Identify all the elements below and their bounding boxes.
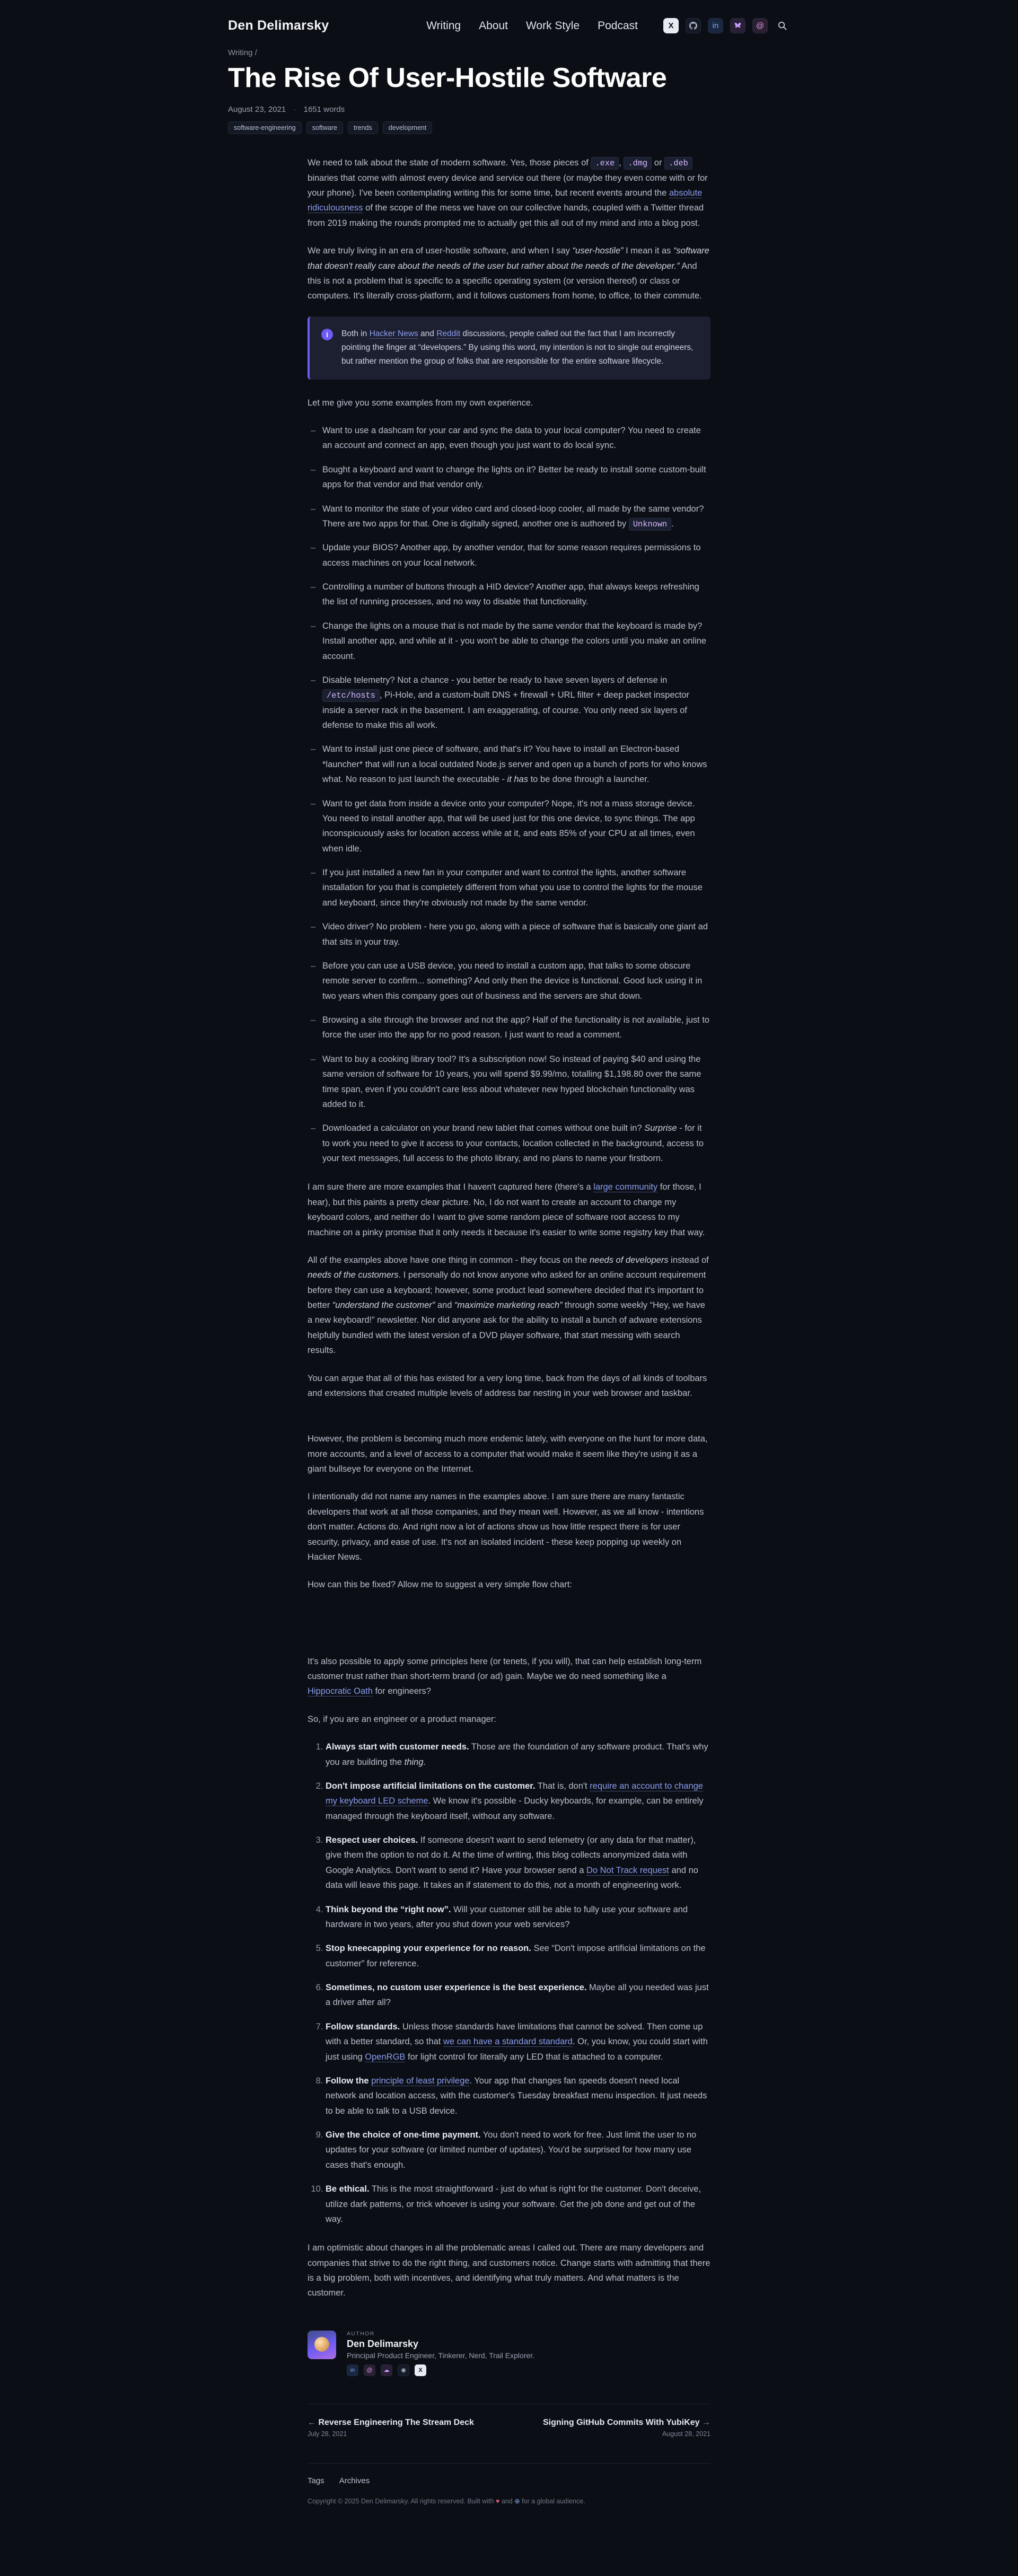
text-fragment: for a global audience. [520, 2497, 585, 2505]
inline-link-large-community[interactable]: large community [593, 1182, 658, 1192]
tag-item[interactable]: software-engineering [228, 121, 302, 134]
list-item-title: Think beyond the “right now”. [326, 1904, 451, 1914]
article [0, 48, 1018, 2438]
inline-link-reddit[interactable]: Reddit [436, 329, 461, 338]
callout-text [341, 327, 699, 369]
list-item [308, 1052, 710, 1112]
list-item-text: Downloaded a calculator on your brand new tablet that comes without one built in? [322, 1123, 645, 1133]
inline-link-hacker-news[interactable]: Hacker News [369, 329, 418, 338]
author-bio: Principal Product Engineer, Tinkerer, Nerd, Trail Explorer. [347, 2351, 535, 2360]
text-fragment: And this is not a problem that is specific to a specific operating system (or version thereof) or class or computers. It's literally cross-platform, and it follows customers from home, to office, to their commute. [308, 261, 702, 301]
tag-item[interactable]: trends [348, 121, 378, 134]
paragraph-community [308, 1180, 710, 1240]
author-details [347, 2331, 534, 2376]
emphasis: “software that doesn't really care about the needs of the user but rather about the needs of the developer.” [308, 246, 709, 271]
emphasis: “user-hostile” [572, 246, 624, 256]
principles-list [308, 1739, 710, 2227]
list-item-text: Before you can use a USB device, you need to install a custom app, that talks to some obscure remote server to confirm... something? And only then the device is functional. Good luck using it in two years when this company goes out of business and the servers are shut down. [322, 961, 703, 1001]
list-item [326, 1833, 710, 1893]
list-item-text: to be done through a launcher. [528, 775, 650, 785]
list-item-text: Maybe all you needed was just a driver after all? [326, 1983, 709, 2008]
list-item-text: and no data will leave this page. It takes an if statement to do this, not a month of engineering work. [326, 1865, 698, 1891]
section-spacer [308, 1413, 710, 1431]
list-item-text: Will your customer still be able to fully use your software and hardware in two years, after you shut down your web services? [326, 1904, 688, 1929]
paragraph-needs [308, 1253, 710, 1358]
list-item [308, 502, 710, 532]
meta-separator: · [293, 105, 296, 115]
list-item [308, 579, 710, 610]
text-fragment: for those, I hear), but this paints a pretty clear picture. No, I do not want to create an account to change my keyboard colors, and neither do I want to give some random piece of software root access to my machine on a pinky promise that it only needs it because it's easier to write some registry key that way. [308, 1182, 705, 1237]
list-item-title: Respect user choices. [326, 1835, 418, 1845]
text-fragment: of the scope of the mess we have on our collective hands, coupled with a Twitter thread from 2019 making the rounds prompted me to actually get this all out of my mind and into a blog post. [308, 203, 704, 228]
text-fragment: I am sure there are more examples that I haven't captured here (there's a [308, 1182, 594, 1192]
search-icon[interactable] [775, 18, 790, 33]
list-item-text: . [423, 1757, 426, 1767]
author-card [308, 2331, 710, 2376]
avatar [308, 2331, 336, 2359]
inline-code: /etc/hosts [322, 689, 380, 702]
list-item-text: That is, don't [535, 1781, 590, 1791]
author-social-links [347, 2364, 534, 2376]
text-fragment: instead of [668, 1255, 709, 1265]
list-item-text: Unless those standards have limitations that cannot be solved. Then come up with a better standard, so that [326, 2021, 703, 2047]
list-item-title: Don't impose artificial limitations on the customer. [326, 1781, 536, 1791]
footer-link-tags[interactable]: Tags [308, 2476, 324, 2485]
list-item-text: Want to buy a cooking library tool? It's a subscription now! So instead of paying $40 and using the same version of software for 10 years, you will spend $9.99/mo, totalling $1,198.80 over the same time span, even if you couldn't care less about whatever new hyped blockchain functionality was added to it. [322, 1054, 701, 1109]
list-item-title: Stop kneecapping your experience for no reason. [326, 1944, 531, 1954]
heart-icon: ♥ [495, 2497, 500, 2505]
text-fragment: binaries that come with almost every device and service out there (or maybe they even come with or for your phone). I've been contemplating writing this for some time, but recent events around the [308, 173, 708, 198]
list-item-title: Always start with customer needs. [326, 1742, 469, 1752]
github-icon[interactable] [686, 18, 701, 33]
list-item [308, 1013, 710, 1043]
flow-chart-figure [308, 1605, 710, 1654]
inline-link-keyboard-led[interactable]: require an account to change my keyboard LED scheme [326, 1781, 703, 1806]
text-fragment: Copyright © 2025 Den Delimarsky. All rights reserved. Built with [308, 2497, 496, 2505]
list-item-text: Controlling a number of buttons through a HID device? Another app, that always keeps refreshing the list of running processes, and no way to disable that functionality. [322, 582, 699, 607]
globe-icon: ⊕ [514, 2497, 520, 2505]
header-social-links [663, 18, 790, 33]
list-item-text: Those are the foundation of any software product. That's why you are building the [326, 1742, 708, 1767]
list-item [326, 2073, 710, 2118]
info-callout [308, 316, 710, 380]
footer-link-archives[interactable]: Archives [339, 2476, 370, 2485]
list-item-text: . Your app that changes fan speeds doesn't need local network and location access, with the customer's Tuesday breakfast menu inspection. It just needs to be able to talk to a USB device. [326, 2076, 707, 2116]
list-item-text: Want to use a dashcam for your car and sync the data to your local computer? You need to create an account and connect an app, even though you just want to do local sync. [322, 426, 701, 451]
list-item [308, 865, 710, 910]
rss-icon[interactable]: ◉ [398, 2364, 409, 2376]
text-fragment: Both in [341, 329, 370, 338]
site-brand[interactable]: Den Delimarsky [228, 18, 329, 33]
mastodon-icon[interactable]: @ [752, 18, 768, 33]
text-fragment: and [435, 1300, 454, 1311]
bluesky-icon[interactable] [730, 18, 745, 33]
previous-post-link[interactable] [308, 2418, 474, 2428]
list-item-text: . We know it's possible - Ducky keyboards, for example, can be entirely managed through the keyboard itself, without any software. [326, 1796, 704, 1821]
text-fragment: discussions, people called out the fact that I am incorrectly pointing the finger at “developers.” By using this word, my intention is not to single out engineers, but rather mention the group of folks that are responsible for the entire software lifecycle. [341, 329, 694, 366]
paragraph-examples-lead: Let me give you some examples from my own experience. [308, 398, 533, 408]
word-count: 1651 words [303, 105, 345, 115]
list-item-text: If someone doesn't want to send telemetry (or any data for that matter), give them the option to not do it. At the time of writing, this blog collects anonymized data with Google Analytics. Don't want to send it? Have your browser send a [326, 1835, 696, 1875]
list-item-text: If you just installed a new fan in your computer and want to control the lights, another software installation for you that is completely different from what you use to control the lights for the mouse and keyboard, since they're obviously not made by the same vendor. [322, 868, 703, 908]
tag-list [228, 121, 790, 134]
author-name[interactable]: Den Delimarsky [347, 2338, 419, 2349]
text-fragment: for engineers? [372, 1686, 431, 1696]
list-item-text: . [671, 518, 674, 529]
list-item [326, 2182, 710, 2227]
list-item [326, 1902, 710, 1932]
site-header [0, 0, 1018, 48]
list-item-text: Bought a keyboard and want to change the lights on it? Better be ready to install some custom-built apps for that vendor and that vendor only. [322, 464, 706, 490]
list-item-text: for light control for literally any LED that is attached to a computer. [405, 2052, 663, 2062]
list-item [308, 796, 710, 857]
article-meta [228, 105, 790, 114]
list-item-title: Give the choice of one-time payment. [326, 2130, 481, 2140]
list-item [308, 1121, 710, 1166]
arrow-right-icon: → [702, 2417, 710, 2427]
list-item-text: Change the lights on a mouse that is not made by the same vendor that the keyboard is made by? Install another app, and while at it - you won't be able to change the colors until you make an online account. [322, 621, 707, 661]
previous-post-title: Reverse Engineering The Stream Deck [318, 2417, 474, 2427]
publish-date: August 23, 2021 [228, 105, 286, 115]
list-item-text: Browsing a site through the browser and not the app? Half of the functionality is not available, just to force the user into the app for no good reason. I just want to read a comment. [322, 1015, 710, 1040]
list-item [308, 742, 710, 787]
list-item-text: See “Don't impose artificial limitations on the customer” for reference. [326, 1944, 706, 1968]
list-item-text: - for it to work you need to give it access to your contacts, location collected in the background, access to your text messages, full access to the photo library, and no plans to name your firstborn. [322, 1123, 704, 1164]
bluesky-icon[interactable]: ☁ [381, 2364, 392, 2376]
footer-inner [308, 2463, 710, 2505]
list-item-text: Want to get data from inside a device onto your computer? Nope, it's not a mass storage device. You need to install another app, that will be used just for this one device, to sync things. The app inconspicuously asks for location access while at it, and eats 85% of your CPU at all times, even when idle. [322, 798, 695, 854]
list-item-text: , Pi-Hole, and a custom-built DNS + firewall + URL filter + deep packet inspector inside a server rack in the basement. I am exaggerating, of course. You only need six layers of defense to make this all work. [322, 690, 690, 731]
list-item [326, 1941, 710, 1971]
tag-item[interactable]: development [383, 121, 433, 134]
list-item-title: Follow standards. [326, 2021, 400, 2032]
inline-code: Unknown [629, 518, 671, 531]
list-item [308, 959, 710, 1004]
list-item-text: Want to monitor the state of your video card and closed-loop cooler, all made by the same vendor? There are two apps for that. One is digitally signed, another one is authored by [322, 504, 704, 529]
linkedin-icon[interactable]: in [708, 18, 723, 33]
text-fragment: , [619, 158, 624, 168]
paragraph-intro-2 [308, 243, 710, 304]
text-fragment: We are truly living in an era of user-hostile software, and when I say [308, 246, 573, 256]
inline-link-openrgb[interactable]: OpenRGB [365, 2052, 406, 2062]
list-item-text: . Or, you know, you could start with just using [326, 2037, 708, 2062]
list-item-title: Be ethical. [326, 2184, 370, 2194]
list-item [308, 540, 710, 570]
inline-link-do-not-track[interactable]: Do Not Track request [586, 1865, 669, 1875]
breadcrumb [228, 48, 790, 57]
next-post [543, 2418, 710, 2438]
next-post-date: August 28, 2021 [662, 2430, 710, 2438]
list-item [308, 423, 710, 453]
breadcrumb-writing[interactable]: Writing / [228, 48, 257, 57]
paragraph-intro-1 [308, 155, 710, 231]
examples-list [308, 423, 710, 1166]
previous-post [308, 2418, 474, 2438]
list-item [326, 1779, 710, 1824]
paragraph-endemic: However, the problem is becoming much more endemic lately, with everyone on the hunt for more data, more accounts, and a level of access to a computer that would make it seem like they're using it as a giant bullseye for everyone on the Internet. [308, 1434, 708, 1474]
list-item [326, 2127, 710, 2173]
author-label: AUTHOR [347, 2330, 375, 2337]
list-item-text: Video driver? No problem - here you go, along with a piece of software that is basically one giant ad that sits in your tray. [322, 922, 708, 947]
text-fragment: All of the examples above have one thing in common - they focus on the [308, 1255, 590, 1265]
emphasis: needs of developers [589, 1255, 669, 1265]
text-fragment: or [652, 158, 665, 168]
list-item [326, 2019, 710, 2064]
list-item [326, 1980, 710, 2010]
footer-links [308, 2463, 710, 2485]
inline-code: .dmg [624, 157, 652, 170]
primary-nav [426, 18, 790, 33]
next-post-title: Signing GitHub Commits With YubiKey [542, 2417, 700, 2427]
paragraph-history: You can argue that all of this has existed for a very long time, back from the days of all kinds of toolbars and extensions that created multiple levels of address bar nesting in your web browser and taskbar. [308, 1373, 707, 1398]
list-item-text: This is the most straightforward - just do what is right for the customer. Don't deceive, utilize dark patterns, or trick whoever is using your software. Get the job done and get out of the way. [326, 2184, 701, 2224]
emphasis: needs of the customers [308, 1270, 399, 1280]
inline-link-hippocratic-oath[interactable]: Hippocratic Oath [308, 1686, 373, 1696]
emphasis: it has [507, 775, 528, 785]
emphasis: Surprise [644, 1123, 677, 1133]
list-item-title: Follow the [326, 2076, 372, 2086]
text-fragment: It's also possible to apply some principles here (or tenets, if you will), that can help establish long-term customer trust rather than short-term brand (or ad) gain. Maybe we do need something like a [308, 1656, 702, 1682]
list-item-title: Sometimes, no custom user experience is the best experience. [326, 1983, 587, 1993]
previous-post-date: July 28, 2021 [308, 2430, 347, 2438]
list-item-text: You don't need to work for free. Just limit the user to no updates for your software (or limited number of updates). You'd be surprised for how many use cases that's enough. [326, 2130, 697, 2170]
article-body [308, 155, 710, 2301]
nav-item-work-style[interactable]: Work Style [525, 19, 580, 32]
text-fragment: . I personally do not know anyone who asked for an online account requirement before they can use a keyboard; however, some product lead somewhere decided that it's important to better [308, 1270, 706, 1311]
paragraph-no-names: I intentionally did not name any names in the examples above. I am sure there are many fantastic developers that work at all those companies, and they mean well. However, as we all know - intentions don't matter. Actions do. And right now a lot of actions show us how little respect there is for user security, privacy, and ease of use. It's not an isolated incident - these keep popping up weekly on Hacker News. [308, 1492, 704, 1562]
list-item-text: Want to install just one piece of software, and that's it? You have to install an Electron-based *launcher* that will run a local outdated Node.js server and open up a bunch of ports for who knows what. No reason to just launch the executable - [322, 744, 707, 785]
next-post-link[interactable] [543, 2418, 710, 2428]
x-icon[interactable]: X [663, 18, 679, 33]
list-item [308, 462, 710, 493]
inline-code: .exe [591, 157, 619, 170]
x-icon[interactable]: X [415, 2364, 426, 2376]
inline-link-standard-standard[interactable]: we can have a standard standard [443, 2037, 573, 2047]
mastodon-icon[interactable]: @ [364, 2364, 375, 2376]
text-fragment: We need to talk about the state of modern software. Yes, those pieces of [308, 158, 591, 168]
list-item [326, 1739, 710, 1770]
copyright [308, 2497, 710, 2505]
nav-item-about[interactable]: About [479, 19, 508, 32]
text-fragment: and [418, 329, 437, 338]
paragraph-list-lead: So, if you are an engineer or a product manager: [308, 1714, 496, 1724]
inline-code: .deb [664, 157, 692, 170]
nav-item-podcast[interactable]: Podcast [598, 19, 638, 32]
emphasis: thing [404, 1757, 424, 1767]
emphasis: “understand the customer” [332, 1300, 435, 1311]
info-icon: i [321, 329, 333, 340]
paragraph-flowchart-lead: How can this be fixed? Allow me to suggest a very simple flow chart: [308, 1580, 572, 1590]
post-pagination [308, 2404, 710, 2438]
list-item-text: Update your BIOS? Another app, by another vendor, that for some reason requires permissions to access machines on your local network. [322, 543, 701, 568]
nav-item-writing[interactable]: Writing [426, 19, 461, 32]
list-item [308, 673, 710, 733]
tag-item[interactable]: software [306, 121, 343, 134]
inline-link-ridiculousness[interactable]: absolute ridiculousness [308, 188, 703, 213]
list-item-text: Disable telemetry? Not a chance - you better be ready to have seven layers of defense in [322, 675, 668, 685]
paragraph-tenets [308, 1654, 710, 1699]
text-fragment: through some weekly “Hey, we have a new keyboard!” newsletter. Nor did anyone ask for the ability to install a bunch of adware extensions helpfully bundled with the latest version of a DVD player software, that start messing with search results. [308, 1300, 705, 1356]
text-fragment: I mean it as [623, 246, 673, 256]
linkedin-icon[interactable]: in [347, 2364, 358, 2376]
inline-link-least-privilege[interactable]: principle of least privilege [371, 2076, 470, 2086]
paragraph-closing: I am optimistic about changes in all the problematic areas I called out. There are many developers and companies that strive to do the right thing, and customers notice. Change starts with admitting that there is a big problem, both with incentives, and identifying what truly matters. And what matters is the customer. [308, 2243, 710, 2298]
site-footer [0, 2438, 1018, 2521]
arrow-left-icon: ← [308, 2417, 316, 2427]
emphasis: “maximize marketing reach” [454, 1300, 563, 1311]
list-item [308, 919, 710, 949]
page-title: The Rise Of User-Hostile Software [228, 63, 667, 93]
text-fragment: and [499, 2497, 515, 2505]
list-item [308, 619, 710, 664]
